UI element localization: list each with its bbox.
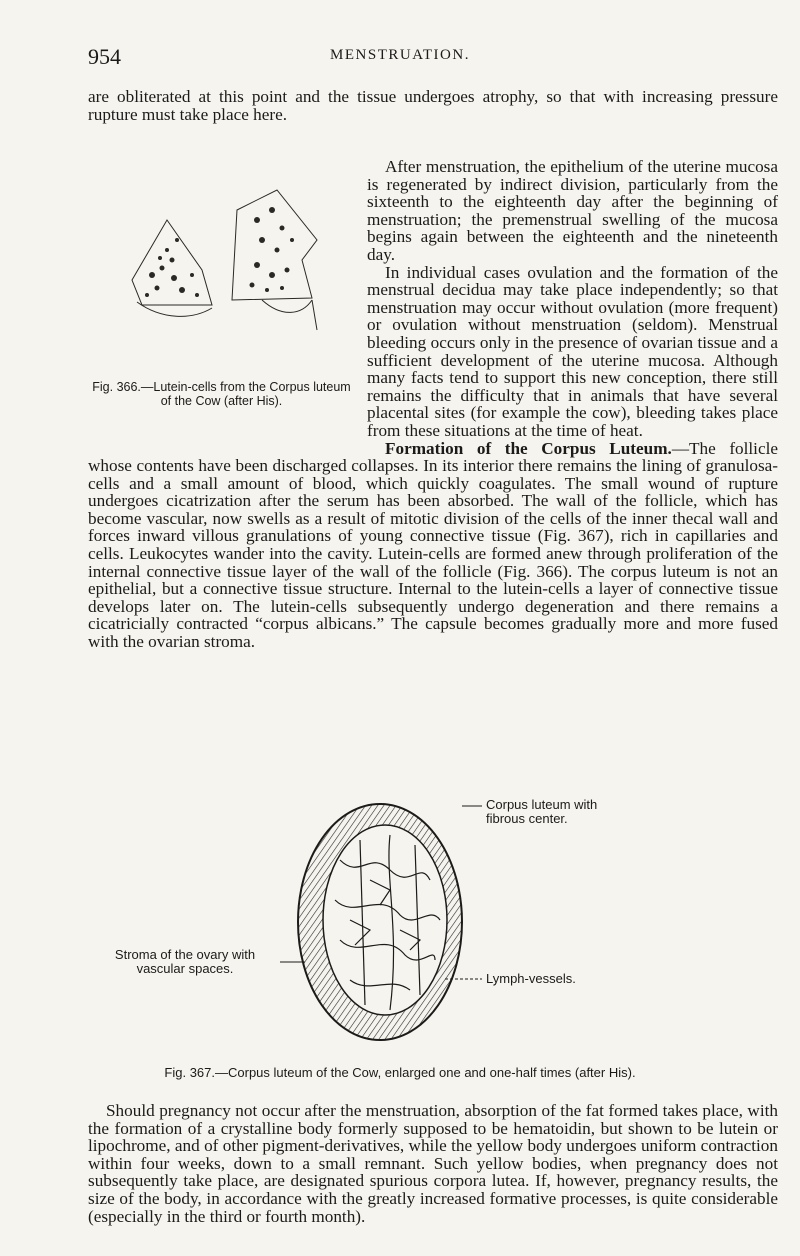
text-block-with-figure-366 <box>88 158 778 651</box>
paragraph-2: After menstruation, the epithelium of the uterine mucosa is regenerated by indirect division, particularly from the sixteenth to the eighteenth day after the beginning of menstruation; the premenstrual swelling of the mucosa begins again between the eighteenth and the nineteenth day. <box>367 157 778 264</box>
figure-366-caption: Fig. 366.—Lutein-cells from the Corpus luteum of the Cow (after His). <box>92 380 351 408</box>
label-corpus-luteum: Corpus luteum with fibrous center. <box>486 797 598 826</box>
page-number: 954 <box>88 44 121 69</box>
section-heading: Formation of the Corpus Luteum. <box>385 438 672 458</box>
paragraph-5: Should pregnancy not occur after the menstruation, absorption of the fat formed takes place, with the formation of a crystalline body formerly supposed to be hematoidin, but shown to be lutein or lipochrome, and of other pigment-derivatives, while the yellow body undergoes uniform contraction within four weeks, down to a small remnant. Such yellow bodies, when pregnancy does not subsequently take place, are designated spurious corpora lutea. If, however, pregnancy results, the size of the body, in accordance with the greatly increased formative processes, is quite considerable (especially in the third or fourth month). <box>88 1101 778 1226</box>
paragraph-1: are obliterated at this point and the tissue undergoes atrophy, so that with increasing pressure rupture must take place here. <box>88 87 778 124</box>
lutein-cells-illustration <box>112 180 337 370</box>
cell-cluster-right <box>232 190 317 300</box>
running-title: MENSTRUATION. <box>330 47 470 63</box>
paragraph-3: In individual cases ovulation and the formation of the menstrual decidua may take place independently; so that menstruation may occur without ovulation (more frequent) or ovulation without menstruation (seldom). Menstrual bleeding occurs only in the presence of ovarian tissue and a sufficient development of the uterine mucosa. Although many facts tend to support this new conception, there still remains the difficulty that in animals that have several placental sites (for example the cow), bleeding takes place from these situations at the time of heat. <box>367 262 778 440</box>
paragraph-4 <box>88 440 778 651</box>
figure-366 <box>88 158 355 448</box>
figure-367-caption: Fig. 367.—Corpus luteum of the Cow, enlarged one and one-half times (after His). <box>164 1065 636 1080</box>
figure-367 <box>90 780 790 1050</box>
corpus-luteum-body <box>323 825 447 1015</box>
label-lymph-vessels: Lymph-vessels. <box>486 971 576 986</box>
label-stroma: Stroma of the ovary with vascular spaces. <box>114 947 256 976</box>
paragraph-4-text: —The follicle whose contents have been discharged collapses. In its interior there remains the lining of granulosa-cells and a small amount of blood, which quickly coagulates. The small wound of rupture undergoes cicatrization after the serum has been absorbed. The wall of the follicle, which has become vascular, now swells as a result of mitotic division of the cells of the inner thecal wall and forces inward villous granulations of young connective tissue (Fig. 367), rich in capillaries and cells. Leukocytes wander into the cavity. Lutein-cells are formed anew through proliferation of the internal connective tissue layer of the wall of the follicle (Fig. 366). The corpus luteum is not an epithelial, but a connective tissue structure. Internal to the lutein-cells a layer of connective tissue develops later on. The lutein-cells subsequently undergo degeneration and there remains a cicatricially contracted “corpus albicans.” The capsule becomes gradually more and more fused with the ovarian stroma. <box>88 438 778 652</box>
corpus-luteum-illustration <box>90 780 790 1050</box>
